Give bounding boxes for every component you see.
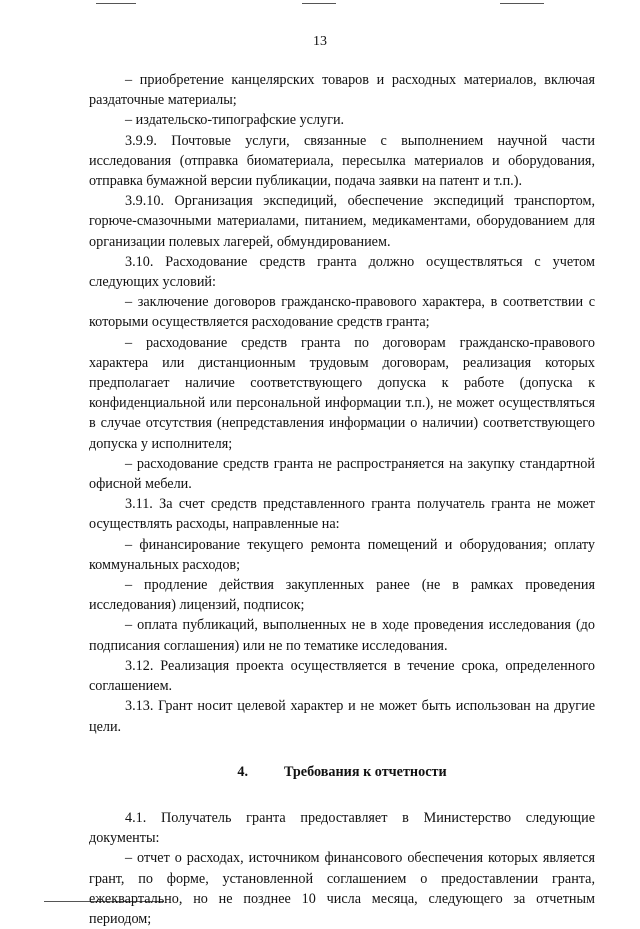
paragraph: – оплата публикаций, выполненных не в ходе проведения исследования (до подписания соглашения) или не по тематике исследования.: [89, 617, 595, 654]
paragraph: 3.9.10. Организация экспедиций, обеспечение экспедиций транспортом, горюче-смазочными материалами, питанием, медикаментами, оборудованием для организации полевых лагерей, обмундированием.: [89, 193, 595, 250]
section-title: Требования к отчетности: [283, 763, 447, 780]
section-heading: [89, 762, 595, 782]
paragraph: 3.9.9. Почтовые услуги, связанные с выполнением научной части исследования (отправка биоматериала, пересылка материалов и оборудования, отправка бумажной версии публикации, подача заявки на патент и т.п.).: [89, 132, 595, 190]
paragraph: 3.11. За счет средств представленного гранта получатель гранта не может осуществлять расходы, направленные на:: [89, 496, 595, 533]
scan-edge-mark-top-center: [302, 3, 336, 4]
page-number: 13: [313, 34, 327, 49]
paragraph: 3.12. Реализация проекта осуществляется в течение срока, определенного соглашением.: [89, 657, 595, 695]
paragraph: – заключение договоров гражданско-правового характера, в соответствии с которыми осуществляется расходование средств гранта;: [89, 294, 595, 331]
paragraph: – издательско-типографские услуги.: [125, 112, 345, 129]
section-number: 4.: [237, 763, 248, 780]
scan-edge-mark-top-left: [96, 3, 136, 4]
document-body: [89, 70, 595, 929]
scan-edge-mark-top-right: [500, 3, 544, 4]
paragraph: – отчет о расходах, источником финансового обеспечения которых является грант, по форме, установленной соглашением о предоставлении гранта, ежеквартально, но не позднее 10 числа месяца, следующего за отчетным периодом;: [89, 850, 595, 927]
paragraph: – расходование средств гранта не распространяется на закупку стандартной офисной мебели.: [89, 455, 595, 493]
paragraph: – расходование средств гранта по договорам гражданско-правового характера или дистанционным трудовым договорам, реализация которых предполагает наличие соответствующего допуска к работе (допуска к конфиденциальной или персональной информации т.п.), не может осуществляться в случае отсутствия (непредставления информации о наличии) соответствующего допуска у исполнителя;: [89, 334, 595, 452]
paragraph: 3.10. Расходование средств гранта должно осуществляться с учетом следующих условий:: [89, 253, 595, 291]
paragraph: – финансирование текущего ремонта помещений и оборудования; оплату коммунальных расходов;: [89, 536, 595, 573]
paragraph: 3.13. Грант носит целевой характер и не может быть использован на другие цели.: [89, 698, 595, 735]
paragraph: – приобретение канцелярских товаров и расходных материалов, включая раздаточные материалы;: [89, 72, 595, 109]
paragraph: 4.1. Получатель гранта предоставляет в Министерство следующие документы:: [89, 809, 595, 847]
paragraph: – продление действия закупленных ранее (не в рамках проведения исследования) лицензий, подписок;: [89, 577, 595, 614]
